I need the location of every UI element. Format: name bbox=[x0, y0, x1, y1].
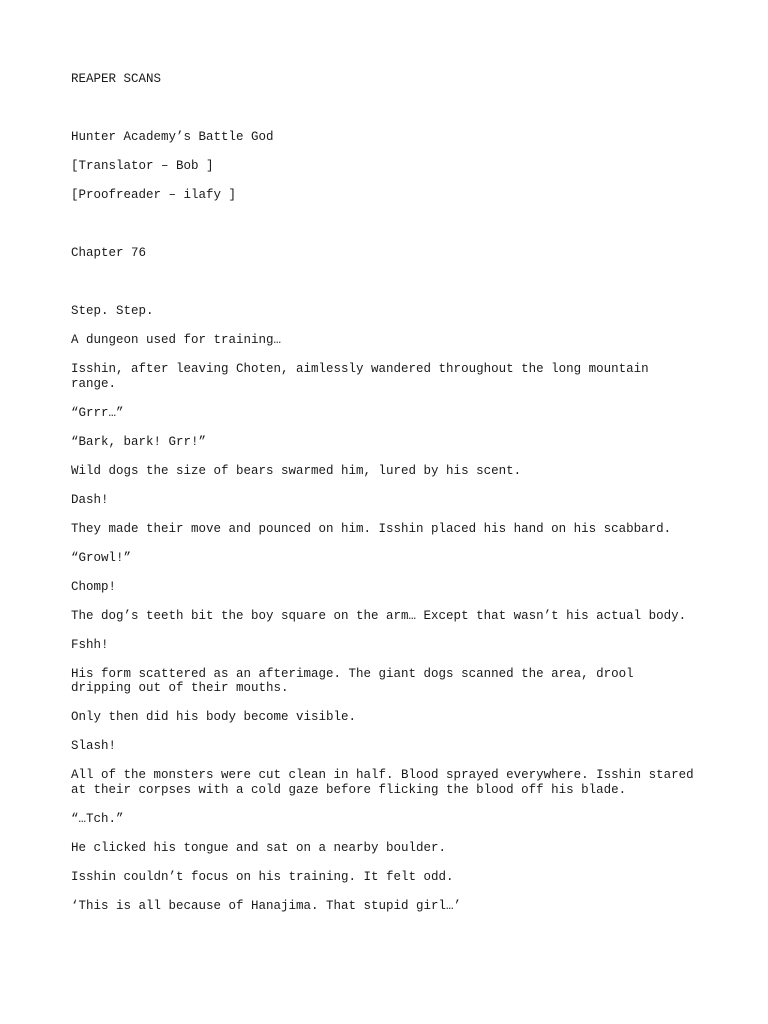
paragraph: A dungeon used for training… bbox=[71, 333, 282, 347]
paragraph: His form scattered as an afterimage. The giant dogs scanned the area, drool dripping out of their mouths. bbox=[71, 666, 634, 695]
chapter-heading: Chapter 76 bbox=[71, 246, 147, 260]
paragraph: Fshh! bbox=[71, 637, 109, 652]
spacer bbox=[71, 101, 701, 130]
paragraph: “Bark, bark! Grr!” bbox=[71, 434, 207, 449]
paragraph: Only then did his body become visible. bbox=[71, 710, 357, 724]
paragraph: “…Tch.” bbox=[71, 811, 124, 826]
paragraph: All of the monsters were cut clean in half. Blood sprayed everywhere. Isshin stared at their corpses with a cold gaze before flicking the blood off his blade. bbox=[71, 768, 694, 797]
paragraph: “Growl!” bbox=[71, 550, 132, 565]
paragraph: “Grrr…” bbox=[71, 405, 124, 420]
paragraph: Chomp! bbox=[71, 579, 117, 594]
paragraph: Wild dogs the size of bears swarmed him, lured by his scent. bbox=[71, 463, 522, 478]
document-body bbox=[71, 72, 701, 928]
paragraph: He clicked his tongue and sat on a nearby boulder. bbox=[71, 840, 447, 855]
paragraph: Step. Step. bbox=[71, 304, 154, 318]
series-title: Hunter Academy’s Battle God bbox=[71, 130, 274, 144]
paragraph: Slash! bbox=[71, 739, 117, 753]
spacer bbox=[71, 217, 701, 246]
paragraph: Dash! bbox=[71, 492, 109, 507]
paragraph: They made their move and pounced on him. Isshin placed his hand on his scabbard. bbox=[71, 521, 672, 536]
proofreader-credit: [Proofreader – ilafy ] bbox=[71, 188, 237, 202]
paragraph: Isshin couldn’t focus on his training. It felt odd. bbox=[71, 869, 454, 884]
translator-credit: [Translator – Bob ] bbox=[71, 159, 214, 173]
paragraph: The dog’s teeth bit the boy square on the arm… Except that wasn’t his actual body. bbox=[71, 608, 687, 623]
paragraph: ‘This is all because of Hanajima. That stupid girl…’ bbox=[71, 898, 462, 913]
scanlator-name: REAPER SCANS bbox=[71, 72, 162, 86]
spacer bbox=[71, 275, 701, 304]
paragraph: Isshin, after leaving Choten, aimlessly wandered throughout the long mountain range. bbox=[71, 362, 649, 391]
